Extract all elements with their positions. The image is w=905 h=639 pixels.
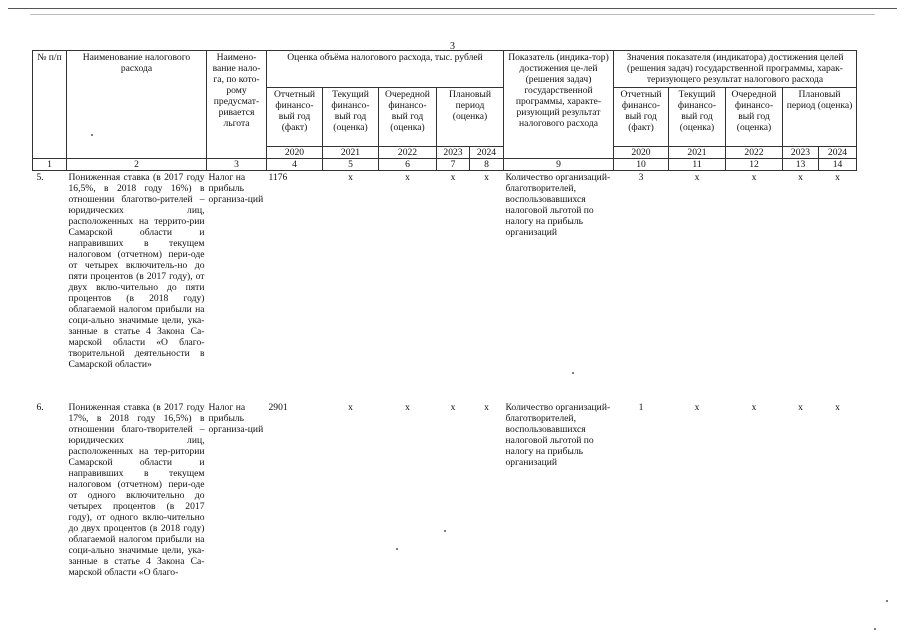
header-val-report: Отчетный финансо-вый год (факт)	[614, 88, 669, 147]
tax-name: Налог на прибыль организа-ций	[208, 172, 264, 205]
indicator-2023: x	[798, 172, 803, 183]
year-cell: 2023	[437, 147, 470, 159]
year-cell: 2024	[470, 147, 504, 159]
year-cell: 2024	[819, 147, 857, 159]
tax-expenditure-name: Пониженная ставка (в 2017 году 16,5%, в 2018 году 16%) в отношении благотво-рителей – юридических лиц, расположенных на террито-рии Самарской области и направивших в текущем налоговом (отчетном) пери-оде от четырех включитель-но до пяти процентов (в 2017 году), от двух вклю-чительно до пяти процентов (в 2018 году) облагаемой налогом прибыли на соци-ально значимые цели, ука-занные в статье 4 Закона Са-марской области «О благо-творительной деятельности в Самарской области»	[68, 172, 205, 370]
column-number: 1	[33, 159, 67, 171]
column-number: 3	[207, 159, 267, 171]
year-cell: 2021	[323, 147, 379, 159]
column-number: 12	[726, 159, 783, 171]
estimate-2023: x	[450, 172, 456, 183]
indicator-2024: x	[835, 172, 840, 183]
year-cell: 2021	[669, 147, 726, 159]
tax-expenditure-table	[32, 50, 857, 611]
scan-speck	[874, 628, 876, 630]
column-number: 11	[669, 159, 726, 171]
scan-speck	[572, 372, 574, 374]
estimate-2020: 1176	[268, 172, 288, 183]
column-number: 7	[437, 159, 470, 171]
scan-speck	[444, 530, 446, 532]
indicator-2022: x	[751, 401, 757, 413]
column-number: 6	[379, 159, 437, 171]
scan-speck	[886, 600, 888, 602]
indicator-2022: x	[751, 172, 757, 183]
header-val-next: Очередной финансо-вый год (оценка)	[726, 88, 783, 147]
header-val-plan: Плановый период (оценка)	[783, 88, 857, 147]
header-est-current: Текущий финансо-вый год (оценка)	[323, 88, 379, 147]
indicator-2024: x	[835, 401, 840, 413]
column-number: 5	[323, 159, 379, 171]
estimate-2021: x	[348, 172, 353, 183]
year-cell: 2022	[726, 147, 783, 159]
column-number: 13	[783, 159, 819, 171]
row-number: 6.	[36, 401, 44, 413]
indicator-name: Количество организаций-благотворителей, воспользовавшихся налоговой льготой по налогу на прибыль организаций	[505, 401, 611, 468]
estimate-2024: x	[484, 401, 489, 413]
column-number: 8	[470, 159, 504, 171]
indicator-2021: x	[694, 172, 700, 183]
header-tax: Наимено-вание нало-га, по кото-рому предусмат-ривается льгота	[207, 51, 267, 159]
indicator-2020: 1	[638, 401, 644, 413]
header-values-group: Значения показателя (индикатора) достижения целей (решения задач) государственной программы, харак-теризующего результат налогового расхода	[614, 51, 857, 88]
estimate-2024: x	[484, 172, 489, 183]
header-estimate-group: Оценка объёма налогового расхода, тыс. рублей	[267, 51, 504, 88]
year-cell: 2022	[379, 147, 437, 159]
estimate-2022: x	[405, 401, 410, 413]
year-cell: 2023	[783, 147, 819, 159]
header-indicator: Показатель (индика-тор) достижения це-лей (решения задач) государственной программы, характе-ризующий результат налогового расхода	[504, 51, 614, 159]
top-border-line	[8, 8, 897, 9]
column-number: 10	[614, 159, 669, 171]
column-number: 2	[67, 159, 207, 171]
estimate-2020: 2901	[268, 401, 288, 413]
scan-speck	[396, 548, 398, 550]
scan-speck	[91, 134, 93, 136]
header-est-plan: Плановый период (оценка)	[437, 88, 504, 147]
year-cell: 2020	[267, 147, 323, 159]
top-border-line-faint	[30, 14, 875, 15]
column-number: 9	[504, 159, 614, 171]
indicator-2023: x	[798, 401, 803, 413]
estimate-2021: x	[348, 401, 353, 413]
header-val-current: Текущий финансо-вый год (оценка)	[669, 88, 726, 147]
table-row	[33, 171, 857, 401]
header-est-next: Очередной финансо-вый год (оценка)	[379, 88, 437, 147]
tax-expenditure-name: Пониженная ставка (в 2017 году 17%, в 2018 году 16,5%) в отношении благо-творителей – юридических лиц, расположенных на тер-ритории Самарской области и направивших в текущем налоговом (отчетном) пери-оде от одного включительно до четырех процентов (в 2017 году), от одного вклю-чительно до двух процентов (в 2018 году) облагаемой налогом прибыли на соци-ально значимые цели, ука-занные в статье 4 Закона Са-марской области «О благо-	[68, 401, 205, 578]
table-row	[33, 401, 857, 611]
estimate-2023: x	[450, 401, 456, 413]
column-number: 4	[267, 159, 323, 171]
indicator-2020: 3	[638, 172, 644, 183]
indicator-2021: x	[694, 401, 700, 413]
tax-name: Налог на прибыль организа-ций	[208, 401, 264, 435]
header-name: Наименование налогового расхода	[67, 51, 207, 159]
page-number: 3	[450, 41, 455, 52]
header-num: № п/п	[33, 51, 67, 159]
column-number: 14	[819, 159, 857, 171]
header-est-report: Отчетный финансо-вый год (факт)	[267, 88, 323, 147]
indicator-name: Количество организаций-благотворителей, воспользовавшихся налоговой льготой по налогу на прибыль организаций	[505, 172, 611, 238]
year-cell: 2020	[614, 147, 669, 159]
estimate-2022: x	[405, 172, 410, 183]
row-number: 5.	[36, 172, 44, 183]
